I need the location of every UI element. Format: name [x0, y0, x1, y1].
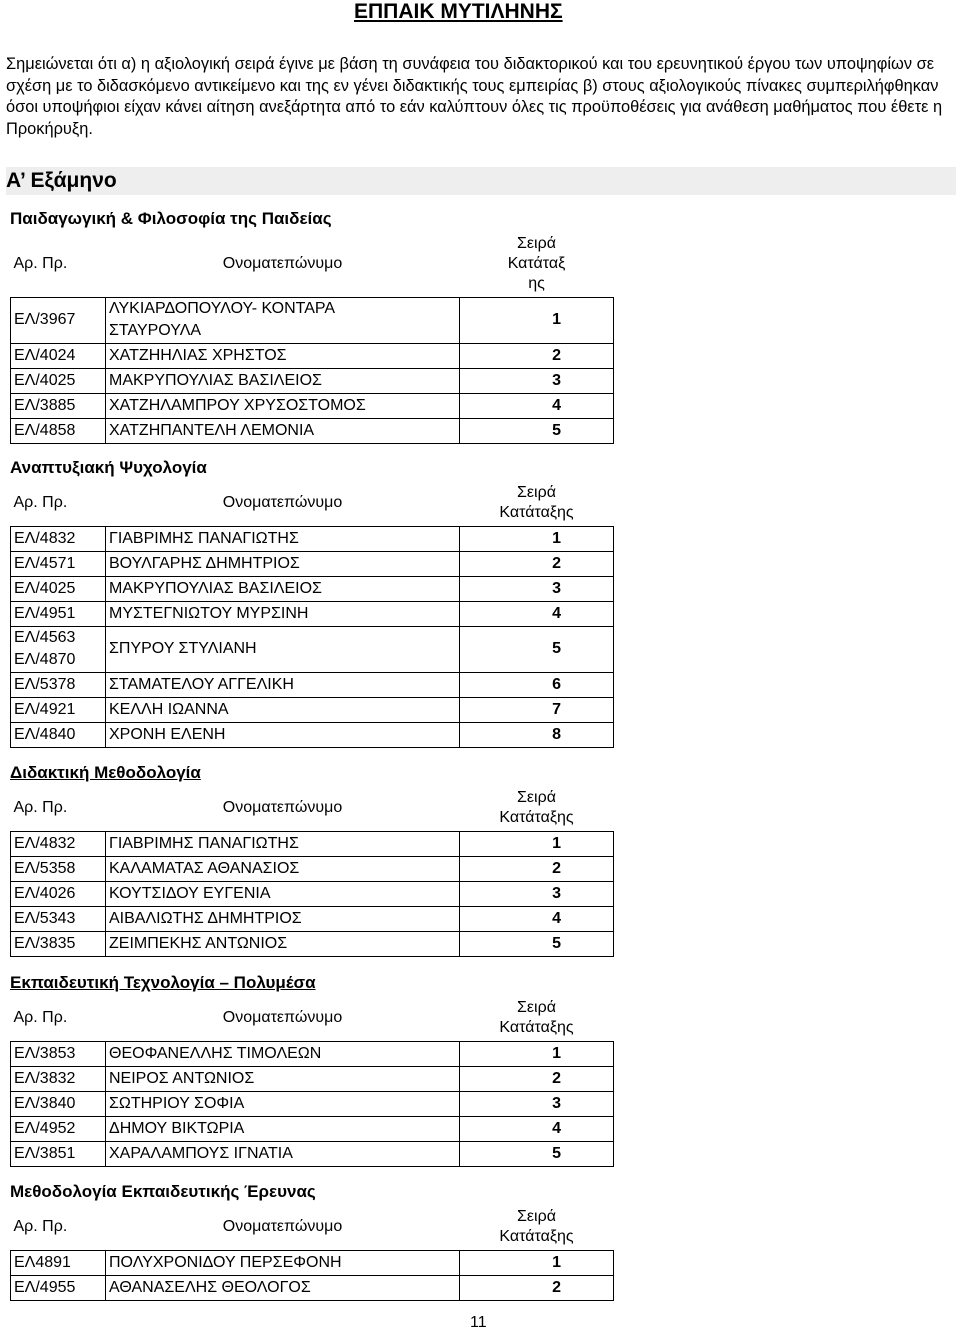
code-cell: ΕΛ/5343: [11, 906, 106, 931]
section-pedagogy: [10, 209, 614, 444]
rank-cell: 2: [460, 343, 614, 368]
name-cell: ΔΗΜΟΥ ΒΙΚΤΩΡΙΑ: [106, 1116, 460, 1141]
name-cell: ΓΙΑΒΡΙΜΗΣ ΠΑΝΑΓΙΩΤΗΣ: [106, 526, 460, 551]
rank-cell: 2: [460, 551, 614, 576]
rank-header-line: Κατάταξης: [499, 1227, 574, 1245]
code-cell: ΕΛ/4832: [11, 831, 106, 856]
code-cell: ΕΛ/3840: [11, 1091, 106, 1116]
code-cell: ΕΛ/4840: [11, 722, 106, 747]
code-cell: ΕΛ/4026: [11, 881, 106, 906]
table-row: [11, 1275, 614, 1300]
rank-header-line: Κατάταξης: [499, 503, 574, 521]
code-cell: ΕΛ/3832: [11, 1066, 106, 1091]
rank-cell: 2: [460, 856, 614, 881]
rank-cell: 1: [460, 526, 614, 551]
semester-title: Α’ Εξάμηνο: [6, 169, 117, 192]
code-cell: ΕΛ/3851: [11, 1141, 106, 1166]
code-cell: ΕΛ/4025: [11, 368, 106, 393]
rank-cell: 4: [460, 393, 614, 418]
name-cell: ΧΑΤΖΗΗΛΙΑΣ ΧΡΗΣΤΟΣ: [106, 343, 460, 368]
ranking-table: [10, 785, 614, 957]
name-cell: ΧΑΤΖΗΠΑΝΤΕΛΗ ΛΕΜΟΝΙΑ: [106, 418, 460, 443]
col-rank-header: [460, 231, 614, 297]
rank-cell: 5: [460, 1141, 614, 1166]
intro-note: Σημειώνεται ότι α) η αξιολογική σειρά έγινε με βάση τη συνάφεια του διδακτορικού και του ερευνητικού έργου των υποψηφίων σε σχέση με το διδασκόμενο αντικείμενο και της εν γένει διδακτικής τους εμπειρίας β) στους αξιολογικούς πίνακες συμπεριλήφθηκαν όσοι υποψήφιοι είχαν κάνει αίτηση ανεξάρτητα από το εάν καλύπτουν όλες τις προϋποθέσεις για ανάθεση μαθήματος που έθετε η Προκήρυξη.: [6, 55, 943, 138]
table-row: [11, 343, 614, 368]
rank-header-line: Κατάταξης: [499, 1018, 574, 1036]
rank-header-line: Σειρά: [517, 234, 556, 252]
code-line: ΕΛ/4563: [14, 629, 76, 646]
table-row: [11, 393, 614, 418]
rank-cell: 2: [460, 1066, 614, 1091]
ranking-table: [10, 231, 614, 444]
section-title: Παιδαγωγική & Φιλοσοφία της Παιδείας: [10, 209, 332, 228]
code-cell: ΕΛ/4025: [11, 576, 106, 601]
col-name-header: Ονοματεπώνυμο: [222, 254, 343, 272]
col-code-header: Αρ. Πρ.: [13, 254, 68, 272]
col-code-header: Αρ. Πρ.: [13, 798, 68, 816]
name-cell: ΧΡΟΝΗ ΕΛΕΝΗ: [106, 722, 460, 747]
name-cell: ΚΟΥΤΣΙΔΟΥ ΕΥΓΕΝΙΑ: [106, 881, 460, 906]
name-cell: ΣΤΑΜΑΤΕΛΟΥ ΑΓΓΕΛΙΚΗ: [106, 672, 460, 697]
code-cell: ΕΛ/3885: [11, 393, 106, 418]
table-row: [11, 672, 614, 697]
name-cell: ΖΕΙΜΠΕΚΗΣ ΑΝΤΩΝΙΟΣ: [106, 931, 460, 956]
rank-cell: 3: [460, 1091, 614, 1116]
code-cell: ΕΛ/3835: [11, 931, 106, 956]
name-cell: ΑΘΑΝΑΣΕΛΗΣ ΘΕΟΛΟΓΟΣ: [106, 1275, 460, 1300]
table-row: [11, 831, 614, 856]
name-line: ΛΥΚΙΑΡΔΟΠΟΥΛΟΥ- ΚΟΝΤΑΡΑ: [109, 300, 336, 317]
section-educational-technology: [10, 973, 614, 1167]
code-cell: ΕΛ/3853: [11, 1041, 106, 1066]
name-cell: ΚΕΛΛΗ ΙΩΑΝΝΑ: [106, 697, 460, 722]
name-cell: ΜΑΚΡΥΠΟΥΛΙΑΣ ΒΑΣΙΛΕΙΟΣ: [106, 368, 460, 393]
table-row: [11, 1250, 614, 1275]
rank-cell: 2: [460, 1275, 614, 1300]
table-row: [11, 881, 614, 906]
rank-cell: 1: [460, 1041, 614, 1066]
table-row: [11, 368, 614, 393]
table-row: [11, 1066, 614, 1091]
table-row: [11, 906, 614, 931]
table-row: [11, 526, 614, 551]
rank-cell: 4: [460, 1116, 614, 1141]
rank-header-line: Κατάταξ: [507, 254, 566, 272]
name-cell: ΘΕΟΦΑΝΕΛΛΗΣ ΤΙΜΟΛΕΩΝ: [106, 1041, 460, 1066]
name-cell: ΝΕΙΡΟΣ ΑΝΤΩΝΙΟΣ: [106, 1066, 460, 1091]
table-row: [11, 1091, 614, 1116]
name-cell: ΑΙΒΑΛΙΩΤΗΣ ΔΗΜΗΤΡΙΟΣ: [106, 906, 460, 931]
col-code-header: Αρ. Πρ.: [13, 1217, 68, 1235]
col-rank-header: [460, 480, 614, 526]
rank-cell: 3: [460, 881, 614, 906]
rank-cell: 3: [460, 576, 614, 601]
table-row: [11, 601, 614, 626]
rank-cell: 6: [460, 672, 614, 697]
col-name-header: Ονοματεπώνυμο: [222, 493, 343, 511]
ranking-table: [10, 1204, 614, 1301]
table-row: [11, 551, 614, 576]
name-cell: [106, 297, 460, 343]
page-number: 11: [470, 1314, 487, 1331]
rank-cell: 5: [460, 931, 614, 956]
section-teaching-methodology: [10, 763, 614, 957]
rank-cell: 1: [460, 297, 614, 343]
name-line: ΣΤΑΥΡΟΥΛΑ: [109, 322, 202, 339]
table-row: [11, 931, 614, 956]
code-cell: ΕΛ/5358: [11, 856, 106, 881]
table-row: [11, 1141, 614, 1166]
name-cell: ΒΟΥΛΓΑΡΗΣ ΔΗΜΗΤΡΙΟΣ: [106, 551, 460, 576]
table-row: [11, 297, 614, 343]
rank-header-line: Σειρά: [517, 483, 556, 501]
rank-header-line: Κατάταξης: [499, 808, 574, 826]
rank-cell: 5: [460, 418, 614, 443]
code-cell: ΕΛ4891: [11, 1250, 106, 1275]
rank-cell: 3: [460, 368, 614, 393]
semester-heading: [6, 167, 956, 195]
col-code-header: Αρ. Πρ.: [13, 1008, 68, 1026]
col-code-header: Αρ. Πρ.: [13, 493, 68, 511]
col-rank-header: [460, 785, 614, 831]
code-cell: ΕΛ/5378: [11, 672, 106, 697]
rank-header-line: ης: [528, 274, 545, 292]
ranking-table: [10, 480, 614, 748]
table-row: [11, 576, 614, 601]
section-developmental-psychology: [10, 458, 614, 748]
name-cell: ΧΑΡΑΛΑΜΠΟΥΣ ΙΓΝΑΤΙΑ: [106, 1141, 460, 1166]
table-row: [11, 1116, 614, 1141]
rank-cell: 1: [460, 831, 614, 856]
col-rank-header: [460, 995, 614, 1041]
code-line: ΕΛ/4870: [14, 651, 76, 668]
name-cell: ΓΙΑΒΡΙΜΗΣ ΠΑΝΑΓΙΩΤΗΣ: [106, 831, 460, 856]
code-cell: ΕΛ/4858: [11, 418, 106, 443]
rank-cell: 4: [460, 601, 614, 626]
table-row: [11, 1041, 614, 1066]
table-row: [11, 722, 614, 747]
col-name-header: Ονοματεπώνυμο: [222, 1008, 343, 1026]
name-cell: ΜΑΚΡΥΠΟΥΛΙΑΣ ΒΑΣΙΛΕΙΟΣ: [106, 576, 460, 601]
col-name-header: Ονοματεπώνυμο: [222, 798, 343, 816]
rank-cell: 1: [460, 1250, 614, 1275]
table-row: [11, 418, 614, 443]
page-title: ΕΠΠΑΙΚ ΜΥΤΙΛΗΝΗΣ: [354, 0, 563, 23]
name-cell: ΚΑΛΑΜΑΤΑΣ ΑΘΑΝΑΣΙΟΣ: [106, 856, 460, 881]
rank-header-line: Σειρά: [517, 1207, 556, 1225]
name-cell: ΠΟΛΥΧΡΟΝΙΔΟΥ ΠΕΡΣΕΦΟΝΗ: [106, 1250, 460, 1275]
ranking-table: [10, 995, 614, 1167]
table-row: [11, 856, 614, 881]
section-title: Αναπτυξιακή Ψυχολογία: [10, 458, 207, 477]
rank-cell: 5: [460, 626, 614, 672]
code-cell: [11, 626, 106, 672]
table-row: [11, 697, 614, 722]
code-cell: ΕΛ/3967: [11, 297, 106, 343]
code-cell: ΕΛ/4024: [11, 343, 106, 368]
rank-cell: 4: [460, 906, 614, 931]
section-title: Εκπαιδευτική Τεχνολογία – Πολυμέσα: [10, 973, 316, 992]
name-cell: ΣΠΥΡΟΥ ΣΤΥΛΙΑΝΗ: [106, 626, 460, 672]
code-cell: ΕΛ/4951: [11, 601, 106, 626]
name-cell: ΜΥΣΤΕΓΝΙΩΤΟΥ ΜΥΡΣΙΝΗ: [106, 601, 460, 626]
name-cell: ΧΑΤΖΗΛΑΜΠΡΟΥ ΧΡΥΣΟΣΤΟΜΟΣ: [106, 393, 460, 418]
code-cell: ΕΛ/4955: [11, 1275, 106, 1300]
section-research-methodology: [10, 1182, 614, 1301]
rank-cell: 8: [460, 722, 614, 747]
col-rank-header: [460, 1204, 614, 1250]
code-cell: ΕΛ/4571: [11, 551, 106, 576]
rank-cell: 7: [460, 697, 614, 722]
section-title: Διδακτική Μεθοδολογία: [10, 763, 201, 782]
code-cell: ΕΛ/4921: [11, 697, 106, 722]
col-name-header: Ονοματεπώνυμο: [222, 1217, 343, 1235]
rank-header-line: Σειρά: [517, 998, 556, 1016]
code-cell: ΕΛ/4952: [11, 1116, 106, 1141]
rank-header-line: Σειρά: [517, 788, 556, 806]
code-cell: ΕΛ/4832: [11, 526, 106, 551]
table-row: [11, 626, 614, 672]
name-cell: ΣΩΤΗΡΙΟΥ ΣΟΦΙΑ: [106, 1091, 460, 1116]
section-title: Μεθοδολογία Εκπαιδευτικής Έρευνας: [10, 1182, 316, 1201]
